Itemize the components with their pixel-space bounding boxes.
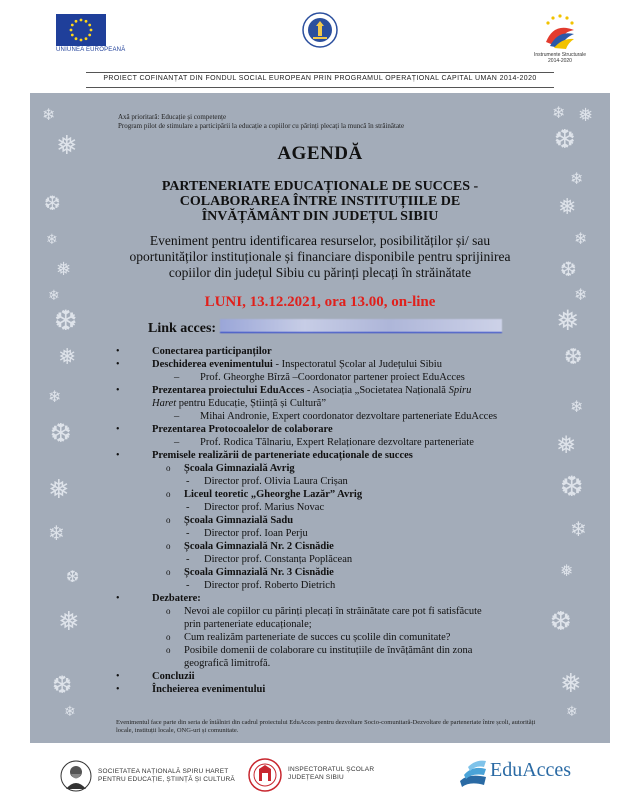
snowflake-icon: ❅ [556, 431, 577, 459]
dash-marker: – [174, 437, 180, 448]
government-seal-icon [302, 12, 338, 48]
school-director-name: Director prof. Olivia Laura Crișan [204, 476, 348, 487]
snowflake-icon: ❄ [42, 105, 56, 124]
access-link-label: Link acces: [148, 321, 217, 336]
agenda-subitem-text: Prof. Gheorghe Bîrză –Coordonator partener proiect EduAcces [200, 372, 465, 383]
event-subtitle [90, 179, 550, 224]
snowflake-icon: ❄ [48, 387, 62, 406]
hyphen-marker: - [186, 502, 190, 513]
school-director [30, 527, 610, 540]
agenda-item [30, 592, 610, 605]
event-description [90, 233, 550, 281]
agenda-item-detail-b: pentru Educație, Știință și Cultură” [176, 398, 326, 409]
agenda-subitem [30, 371, 610, 384]
agenda-item-text [152, 384, 502, 410]
project-cofinancing-line: PROIECT COFINANȚAT DIN FONDUL SOCIAL EUROPEAN PRIN PROGRAMUL OPERAȚIONAL CAPITAL UMAN 2014-2020 [103, 75, 537, 82]
agenda-item-text: Premisele realizării de parteneriate educaționale de succes [152, 450, 413, 461]
school-director-name: Director prof. Marius Novac [204, 502, 325, 513]
snowflake-icon: ❄ [64, 704, 76, 720]
subtitle-line-3: ÎNVĂȚĂMÂNT DIN JUDEȚUL SIBIU [201, 209, 439, 224]
snowflake-icon: ❅ [48, 475, 70, 505]
page-header [0, 0, 640, 94]
bullet-marker: • [116, 346, 120, 357]
snowflake-icon: ❄ [570, 169, 584, 188]
agenda-panel [30, 93, 610, 743]
hyphen-marker: - [186, 476, 190, 487]
description-line-2: oportunităților instituționale și financiare disponibile pentru sprijinirea [129, 249, 511, 264]
org1-line1: SOCIETATEA NAȚIONALĂ SPIRU HARET [98, 768, 229, 775]
priority-axis: Axă prioritară: Educație și competențe [118, 113, 227, 121]
pilot-program: Program pilot de stimulare a participării la educație a copiilor cu părinți plecați la muncă în străinătate [118, 122, 405, 130]
priority-axis-block [118, 113, 404, 131]
dash-marker: – [174, 411, 180, 422]
spiru-haret-society-name [98, 768, 235, 784]
subtitle-line-2: COLABORAREA ÎNTRE INSTITUȚIILE DE [179, 194, 461, 209]
snowflake-icon: ❆ [564, 345, 583, 370]
bullet-marker: • [116, 424, 120, 435]
debate-topic-text: Posibile domenii de colaborare cu instituțiile de învățământ din zona geografică limitrofă. [184, 645, 473, 669]
isj-sibiu-name [288, 766, 374, 782]
bullet-marker: • [116, 385, 120, 396]
bullet-marker: • [116, 450, 120, 461]
circle-marker: o [166, 515, 171, 525]
page-footer [0, 743, 640, 808]
circle-marker: o [166, 632, 171, 642]
agenda-subitem [30, 436, 610, 449]
agenda-subitem [30, 410, 610, 423]
snowflake-icon: ❄ [570, 397, 584, 416]
agenda-item [30, 358, 610, 371]
snowflake-icon: ❅ [560, 561, 574, 580]
event-date: LUNI, 13.12.2021, ora 13.00, on-line [204, 294, 436, 310]
struct-caption-line1: Instrumente Structurale [534, 52, 586, 58]
org2-line1: INSPECTORATUL ȘCOLAR [288, 766, 375, 773]
circle-marker: o [166, 645, 171, 655]
school-item [30, 462, 610, 475]
snowflake-icon: ❄ [570, 517, 587, 541]
bullet-marker: • [116, 359, 120, 370]
snowflake-icon: ❆ [550, 607, 572, 637]
snowflake-icon: ❄ [46, 232, 58, 248]
snowflake-icon: ❄ [574, 229, 588, 248]
eduacces-book-icon [458, 755, 488, 789]
school-director-name: Director prof. Ioan Perju [204, 528, 308, 539]
snowflake-icon: ❅ [56, 259, 72, 280]
bullet-marker: • [116, 593, 120, 604]
agenda-item-heading: Deschiderea evenimentului [152, 359, 273, 370]
snowflake-icon: ❆ [66, 567, 80, 586]
hyphen-marker: - [186, 528, 190, 539]
school-director [30, 501, 610, 514]
snowflake-icon: ❄ [48, 521, 65, 545]
school-name: Școala Gimnazială Avrig [184, 463, 295, 474]
event-footnote: Evenimentul face parte din seria de întâlniri din cadrul proiectului EduAcces pentru dezvoltare Socio-comunitară-Dezvoltare de parteneriate între școli, autorități locale, instituții locale, ONG-uri și comunitate. [116, 719, 536, 734]
school-director [30, 553, 610, 566]
circle-marker: o [166, 567, 171, 577]
circle-marker: o [166, 541, 171, 551]
snowflake-icon: ❄ [566, 704, 578, 720]
snowflake-icon: ❅ [558, 195, 577, 220]
snowflake-icon: ❆ [52, 671, 73, 699]
snowflake-icon: ❅ [560, 669, 582, 699]
school-name: Școala Gimnazială Sadu [184, 515, 294, 526]
snowflake-icon: ❅ [556, 304, 580, 337]
circle-marker: o [166, 489, 171, 499]
school-item [30, 488, 610, 501]
struct-caption-line2: 2014-2020 [548, 58, 572, 64]
snowflake-icon: ❅ [58, 607, 80, 637]
agenda-item-italic-1: Spiru [448, 385, 472, 396]
snowflake-icon: ❄ [574, 285, 588, 304]
school-name: Liceul teoretic „Gheorghe Lazăr” Avrig [184, 489, 363, 500]
bullet-marker: • [116, 671, 120, 682]
spiru-haret-portrait-icon [60, 759, 92, 793]
hyphen-marker: - [186, 580, 190, 591]
access-link-url[interactable] [220, 319, 502, 333]
page-title: AGENDĂ [277, 143, 363, 164]
school-item [30, 540, 610, 553]
debate-topic-text: Cum realizăm parteneriate de succes cu școlile din comunitate? [184, 632, 451, 643]
snowflake-icon: ❅ [58, 345, 77, 370]
school-director [30, 579, 610, 592]
debate-topic [30, 644, 610, 670]
agenda-item-text: Încheierea evenimentului [152, 684, 266, 695]
agenda-item-italic-2: Haret [152, 398, 177, 409]
snowflake-icon: ❅ [578, 105, 594, 126]
school-item [30, 514, 610, 527]
org2-line2: JUDEȚEAN SIBIU [288, 774, 344, 781]
school-director-name: Director prof. Roberto Dietrich [204, 580, 336, 591]
circle-marker: o [166, 606, 171, 616]
agenda-item [30, 670, 610, 683]
snowflake-icon: ❆ [50, 419, 72, 449]
school-director [30, 475, 610, 488]
org1-line2: PENTRU EDUCAȚIE, ȘTIINȚĂ ȘI CULTURĂ [98, 776, 235, 783]
agenda-item-detail: - Inspectoratul Școlar al Județului Sibiu [272, 359, 442, 370]
agenda-item-text: Prezentarea Protocoalelor de colaborare [152, 424, 333, 435]
agenda-item [30, 345, 610, 358]
school-name: Școala Gimnazială Nr. 3 Cisnădie [184, 567, 334, 578]
snowflake-icon: ❆ [554, 125, 576, 155]
header-divider-top [86, 72, 554, 73]
debate-topic [30, 631, 610, 644]
snowflake-icon: ❆ [54, 304, 78, 337]
eu-flag-icon [56, 14, 106, 46]
dash-marker: – [174, 372, 180, 383]
agenda-item-detail-a: - Asociația „Societatea Națională [304, 385, 449, 396]
debate-topic-text: Nevoi ale copiilor cu părinți plecați în străinătate care pot fi satisfăcute prin parteneriate educaționale; [184, 606, 482, 630]
school-director-name: Director prof. Constanța Poplăcean [204, 554, 353, 565]
snowflake-icon: ❄ [48, 288, 60, 304]
agenda-item-text: Concluzii [152, 671, 195, 682]
snowflake-icon: ❆ [560, 470, 584, 503]
agenda-item-heading: Prezentarea proiectului EduAcces [152, 385, 305, 396]
description-line-1: Eveniment pentru identificarea resurselor, posibilităților și/ sau [149, 233, 491, 248]
agenda-item-text: Dezbatere: [152, 593, 201, 604]
agenda-item [30, 449, 610, 462]
description-line-3: copiilor din județul Sibiu cu părinți plecați în străinătate [168, 265, 472, 280]
agenda-item-text [152, 358, 442, 371]
agenda-item [30, 423, 610, 436]
agenda-list [30, 345, 610, 699]
circle-marker: o [166, 463, 171, 473]
structural-instruments-logo-icon [540, 12, 580, 52]
snowflake-icon: ❄ [552, 103, 566, 122]
agenda-item-text: Conectarea participanților [152, 346, 272, 357]
school-item [30, 566, 610, 579]
agenda-item [30, 384, 610, 410]
agenda-subitem-text: Mihai Andronie, Expert coordonator dezvoltare parteneriate EduAcces [200, 411, 498, 422]
isj-sibiu-logo-icon [248, 757, 282, 793]
bullet-marker: • [116, 684, 120, 695]
subtitle-line-1: PARTENERIATE EDUCAȚIONALE DE SUCCES - [161, 179, 479, 194]
structural-instruments-caption [528, 52, 592, 64]
header-divider-bottom [86, 87, 554, 88]
access-link-row [148, 319, 502, 337]
snowflake-icon: ❆ [560, 257, 577, 281]
snowflake-icon: ❆ [44, 191, 61, 215]
debate-topic [30, 605, 610, 631]
agenda-subitem-text: Prof. Rodica Tălnariu, Expert Relaționare dezvoltare parteneriate [200, 437, 474, 448]
snowflake-icon: ❅ [56, 131, 78, 161]
agenda-item [30, 683, 610, 696]
eu-caption: UNIUNEA EUROPEANĂ [56, 47, 126, 53]
school-name: Școala Gimnazială Nr. 2 Cisnădie [184, 541, 334, 552]
eduacces-brand: EduAcces [490, 759, 572, 781]
hyphen-marker: - [186, 554, 190, 565]
